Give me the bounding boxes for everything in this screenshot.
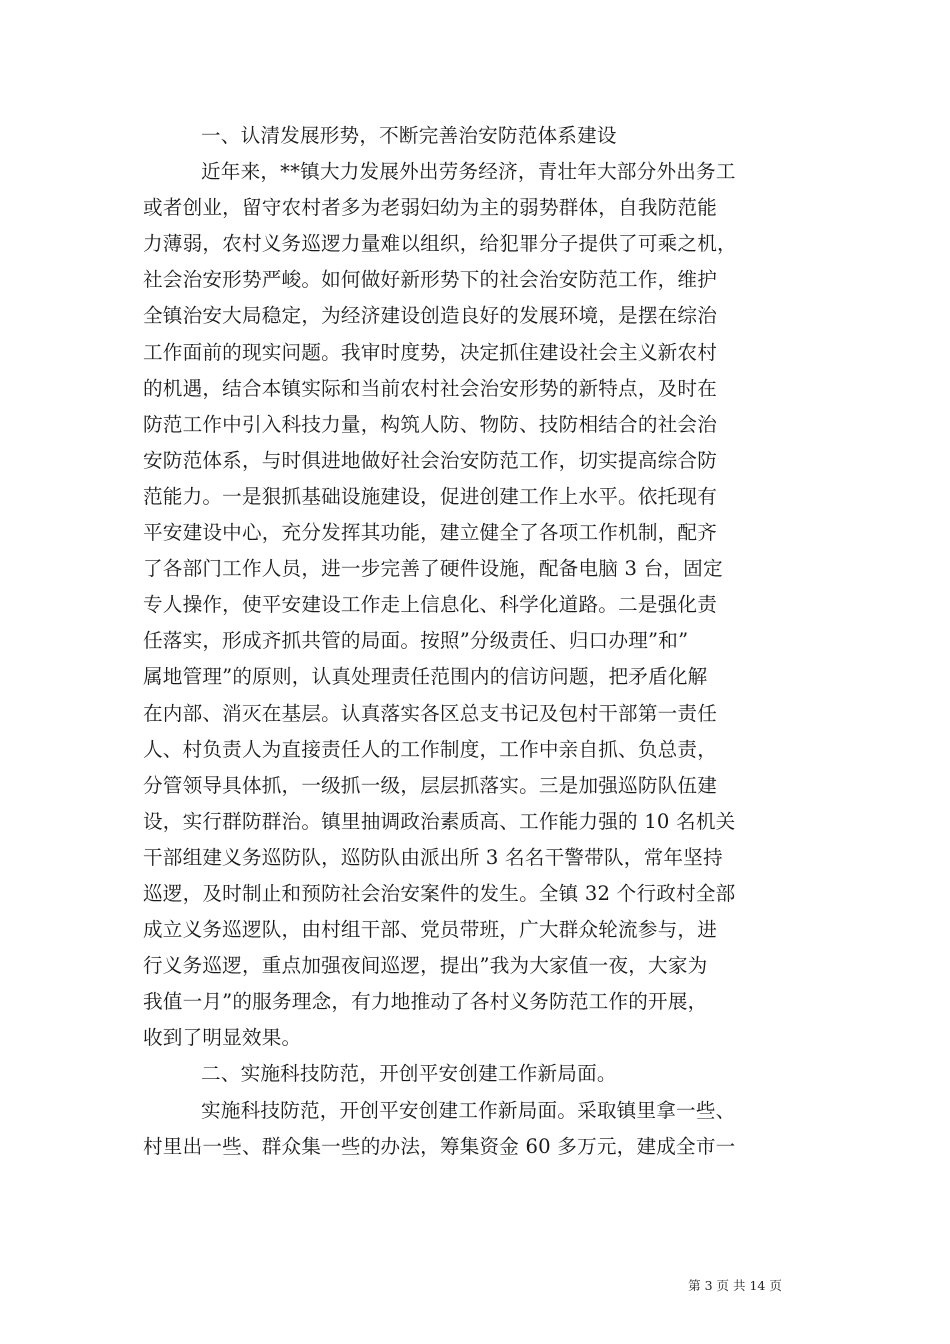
text-line: 巡逻，及时制止和预防社会治安案件的发生。全镇 32 个行政村全部 (143, 881, 736, 905)
text-line: 行义务巡逻，重点加强夜间巡逻，提出”我为大家值一夜，大家为 (143, 954, 708, 978)
text-line: 设，实行群防群治。镇里抽调政治素质高、工作能力强的 10 名机关 (143, 809, 736, 833)
text-line: 社会治安形势严峻。如何做好新形势下的社会治安防范工作，维护 (143, 268, 718, 292)
text-line: 全镇治安大局稳定，为经济建设创造良好的发展环境，是摆在综治 (143, 304, 718, 328)
text-line: 的机遇，结合本镇实际和当前农村社会治安形势的新特点，及时在 (143, 376, 718, 400)
page-number-label: 第 3 页 共 14 页 (688, 1278, 782, 1293)
text-line: 或者创业，留守农村者多为老弱妇幼为主的弱势群体，自我防范能 (143, 196, 718, 220)
text-line: 安防范体系，与时俱进地做好社会治安防范工作，切实提高综合防 (143, 448, 718, 472)
text-line: 属地管理”的原则，认真处理责任范围内的信访问题，把矛盾化解 (143, 665, 708, 689)
heading-section-2: 二、实施科技防范，开创平安创建工作新局面。 (201, 1062, 617, 1086)
text-line: 防范工作中引入科技力量，构筑人防、物防、技防相结合的社会治 (143, 412, 718, 436)
text-line: 工作面前的现实问题。我审时度势，决定抓住建设社会主义新农村 (143, 340, 718, 364)
text-line: 分管领导具体抓，一级抓一级，层层抓落实。三是加强巡防队伍建 (143, 773, 718, 797)
text-line: 收到了明显效果。 (143, 1026, 302, 1050)
heading-section-1: 一、认清发展形势，不断完善治安防范体系建设 (201, 124, 617, 147)
text-line: 实施科技防范，开创平安创建工作新局面。采取镇里拿一些、 (201, 1098, 736, 1122)
text-line: 范能力。一是狠抓基础设施建设，促进创建工作上水平。依托现有 (143, 484, 718, 508)
page-footer (0, 1276, 950, 1294)
text-line: 在内部、消灭在基层。认真落实各区总支书记及包村干部第一责任 (143, 701, 718, 725)
text-line: 任落实，形成齐抓共管的局面。按照”分级责任、归口办理”和” (143, 629, 689, 653)
text-line: 平安建设中心，充分发挥其功能，建立健全了各项工作机制，配齐 (143, 521, 718, 545)
text-line: 力薄弱，农村义务巡逻力量难以组织，给犯罪分子提供了可乘之机， (143, 232, 737, 256)
text-line: 成立义务巡逻队，由村组干部、党员带班，广大群众轮流参与，进 (143, 918, 718, 942)
text-line: 人、村负责人为直接责任人的工作制度，工作中亲自抓、负总责， (143, 737, 718, 761)
text-line: 村里出一些、群众集一些的办法，筹集资金 60 多万元，建成全市一 (143, 1134, 736, 1158)
text-line: 专人操作，使平安建设工作走上信息化、科学化道路。二是强化责 (143, 593, 718, 617)
text-line: 我值一月”的服务理念，有力地推动了各村义务防范工作的开展， (143, 990, 708, 1014)
text-line: 了各部门工作人员，进一步完善了硬件设施，配备电脑 3 台，固定 (143, 557, 723, 581)
document-body (143, 118, 813, 1165)
text-line: 干部组建义务巡防队，巡防队由派出所 3 名名干警带队，常年坚持 (143, 845, 723, 869)
text-line: 近年来，**镇大力发展外出劳务经济，青壮年大部分外出务工 (201, 160, 736, 184)
